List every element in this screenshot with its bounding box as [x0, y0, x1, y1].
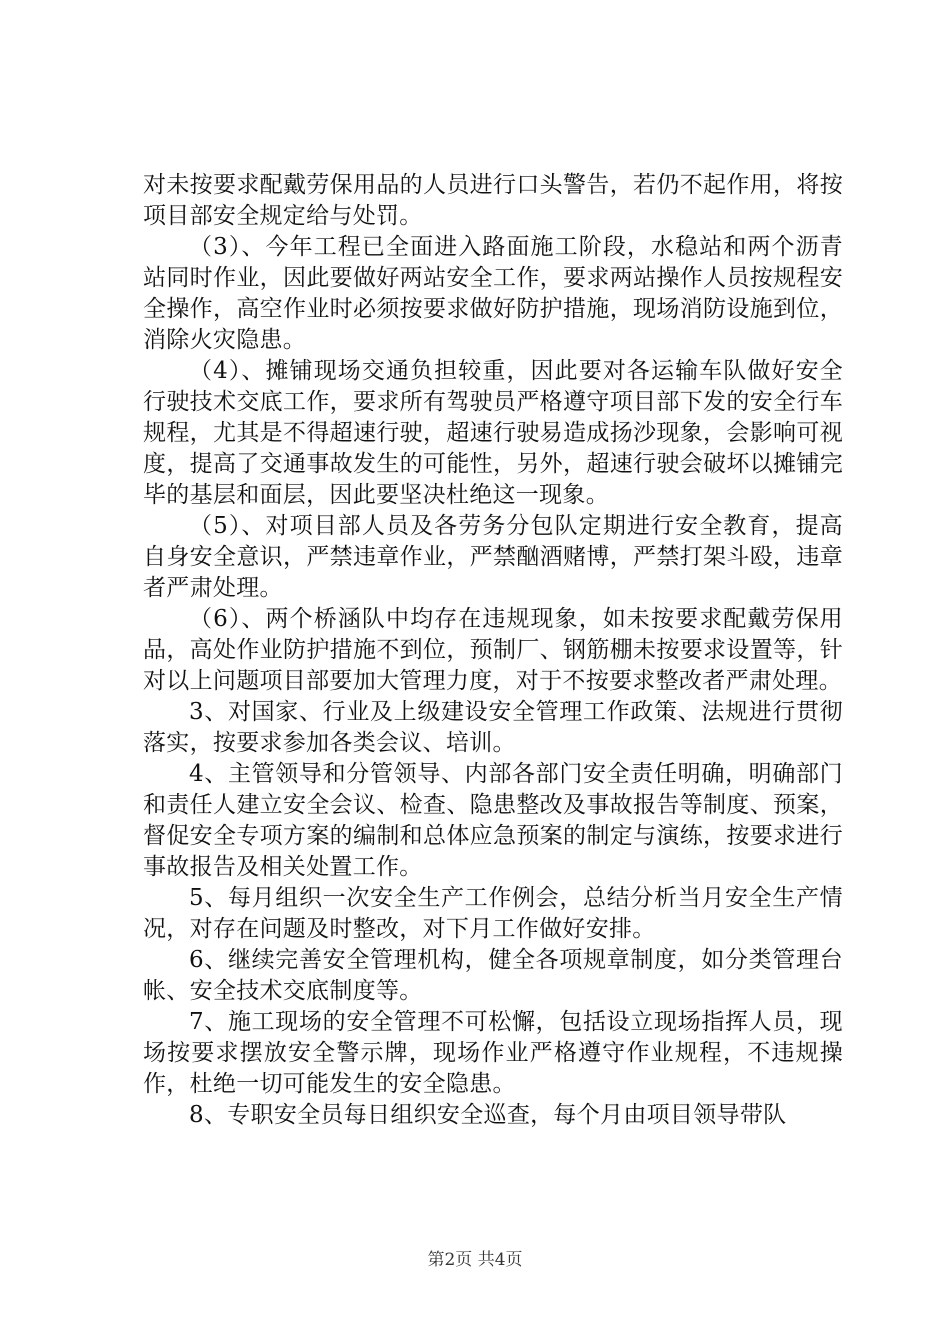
paragraph-continuation: 对未按要求配戴劳保用品的人员进行口头警告，若仍不起作用，将按项目部安全规定给与处罚。 [143, 172, 843, 229]
page-number-footer: 第2页 共4页 [427, 1250, 523, 1270]
paragraph-section-4: 4、主管领导和分管领导、内部各部门安全责任明确，明确部门和责任人建立安全会议、检查、隐患整改及事故报告等制度、预案，督促安全专项方案的编制和总体应急预案的制定与演练，按要求进行事故报告及相关处置工作。 [143, 761, 843, 880]
paragraph-item-5: （5）、对项目部人员及各劳务分包队定期进行安全教育，提高自身安全意识，严禁违章作业，严禁酗酒赌博，严禁打架斗殴，违章者严肃处理。 [143, 513, 843, 601]
paragraph-section-3: 3、对国家、行业及上级建设安全管理工作政策、法规进行贯彻落实，按要求参加各类会议、培训。 [143, 699, 843, 756]
paragraph-item-3: （3）、今年工程已全面进入路面施工阶段，水稳站和两个沥青站同时作业，因此要做好两站安全工作，要求两站操作人员按规程安全操作，高空作业时必须按要求做好防护措施，现场消防设施到位，消除火灾隐患。 [143, 234, 843, 353]
paragraph-section-7: 7、施工现场的安全管理不可松懈，包括设立现场指挥人员，现场按要求摆放安全警示牌，现场作业严格遵守作业规程，不违规操作，杜绝一切可能发生的安全隐患。 [143, 1009, 843, 1097]
paragraph-section-8: 8、专职安全员每日组织安全巡查，每个月由项目领导带队 [189, 1102, 787, 1128]
paragraph-section-6: 6、继续完善安全管理机构，健全各项规章制度，如分类管理台帐、安全技术交底制度等。 [143, 947, 843, 1004]
paragraph-item-4: （4）、摊铺现场交通负担较重，因此要对各运输车队做好安全行驶技术交底工作，要求所有驾驶员严格遵守项目部下发的安全行车规程，尤其是不得超速行驶，超速行驶易造成扬沙现象，会影响可视度，提高了交通事故发生的可能性，另外，超速行驶会破坏以摊铺完毕的基层和面层，因此要坚决杜绝这一现象。 [143, 358, 843, 508]
document-body [143, 170, 843, 1131]
paragraph-section-5: 5、每月组织一次安全生产工作例会，总结分析当月安全生产情况，对存在问题及时整改，对下月工作做好安排。 [143, 885, 843, 942]
paragraph-item-6: （6）、两个桥涵队中均存在违规现象，如未按要求配戴劳保用品，高处作业防护措施不到位，预制厂、钢筋棚未按要求设置等，针对以上问题项目部要加大管理力度，对于不按要求整改者严肃处理。 [143, 606, 843, 694]
